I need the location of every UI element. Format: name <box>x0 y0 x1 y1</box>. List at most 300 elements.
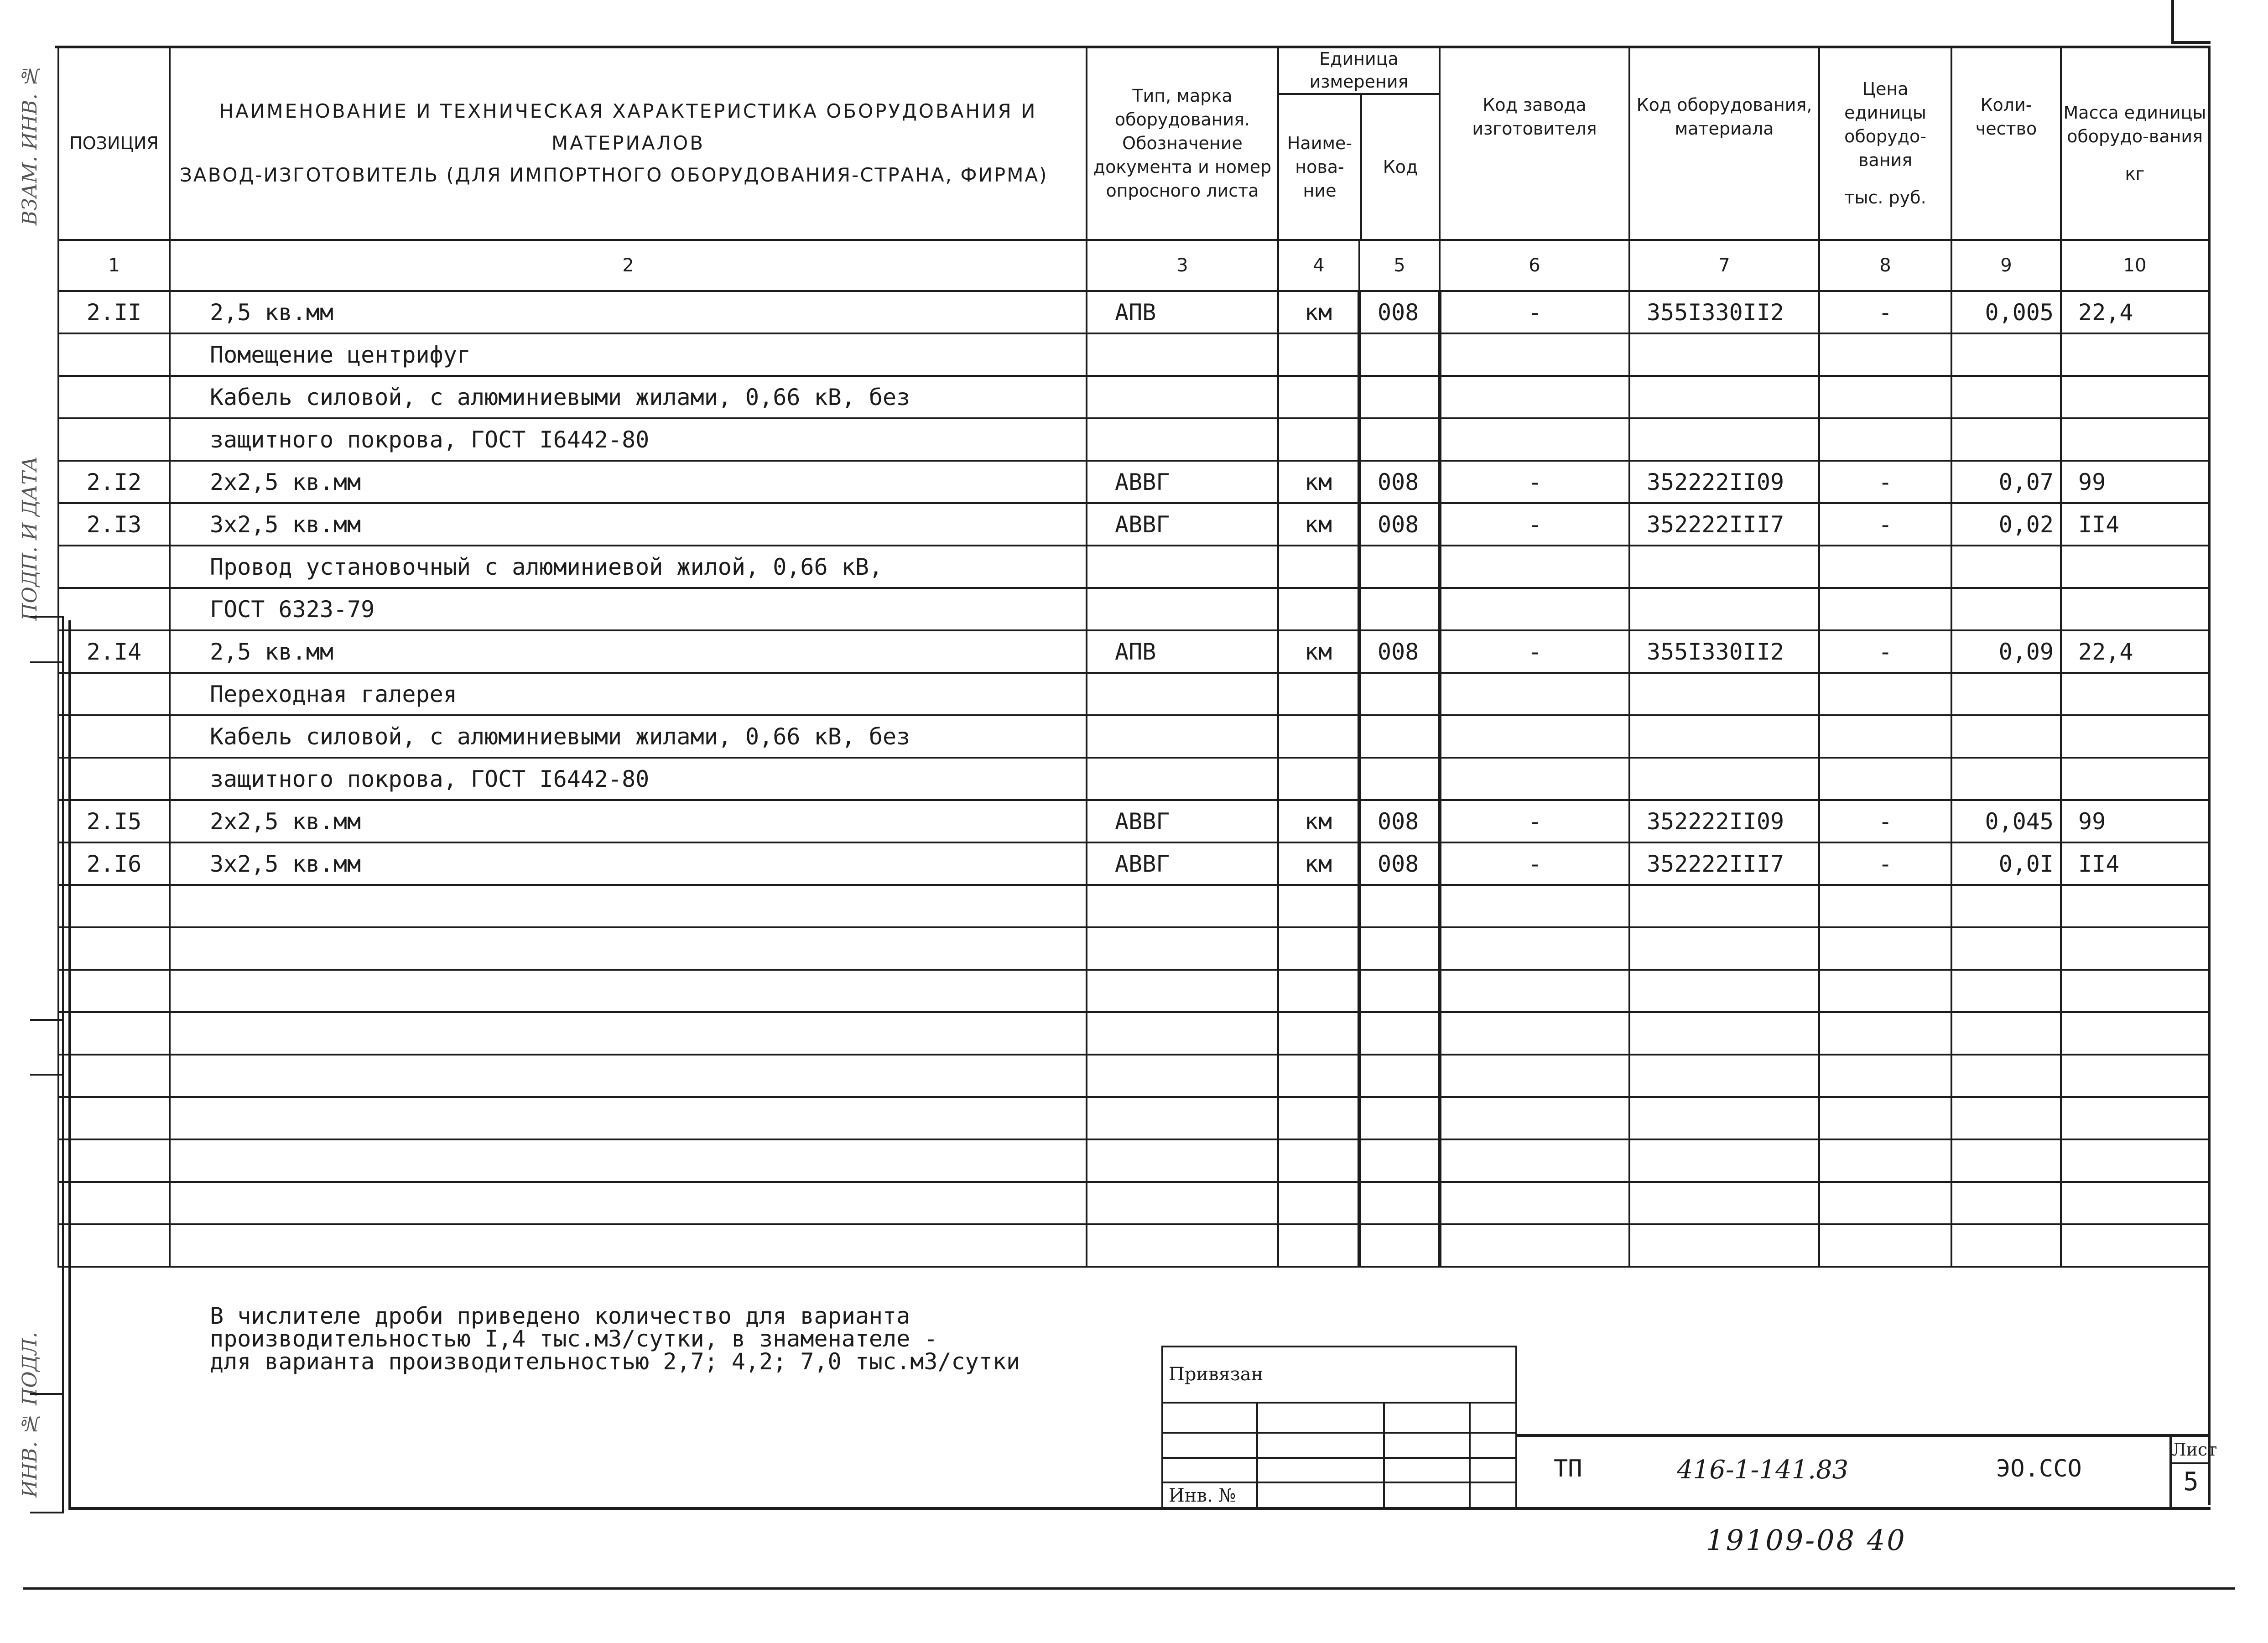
cell-name: 2,5 кв.мм <box>170 630 1087 673</box>
cell-price: - <box>1819 291 1951 333</box>
empty-cell <box>2061 885 2209 927</box>
cell-code <box>1359 418 1440 461</box>
cell-type: АВВГ <box>1087 461 1278 503</box>
cell-pos <box>58 333 170 376</box>
empty-cell <box>1819 927 1951 970</box>
cell-item-code: 352222II09 <box>1629 461 1819 503</box>
empty-cell <box>1951 1055 2061 1097</box>
empty-cell <box>1359 1224 1440 1267</box>
cell-qty: 0,07 <box>1951 461 2061 503</box>
empty-cell <box>1440 1055 1629 1097</box>
empty-cell <box>170 1055 1087 1097</box>
cell-mass <box>2061 673 2209 715</box>
column-number: 3 <box>1087 240 1278 291</box>
cell-price <box>1819 333 1951 376</box>
empty-cell <box>1087 1139 1278 1182</box>
empty-cell <box>1087 1097 1278 1139</box>
cell-code <box>1359 333 1440 376</box>
empty-cell <box>58 1097 170 1139</box>
cell-qty: 0,02 <box>1951 503 2061 546</box>
header-price-unit: тыс. руб. <box>1844 187 1926 208</box>
empty-cell <box>1087 1012 1278 1055</box>
footnote-line3: для варианта производительностью 2,7; 4,2; 7,0 тыс.м3/сутки <box>210 1348 1020 1375</box>
cell-mfr <box>1440 673 1629 715</box>
cell-item-code: 355I330II2 <box>1629 291 1819 333</box>
cell-mass: II4 <box>2061 842 2209 885</box>
empty-cell <box>2061 970 2209 1012</box>
sheet-box <box>2169 1437 2217 1510</box>
cell-mass: 99 <box>2061 800 2209 842</box>
empty-row <box>58 1055 2209 1097</box>
cell-qty: 0,045 <box>1951 800 2061 842</box>
table-row <box>58 800 2209 842</box>
header-price <box>1819 47 1951 240</box>
header-unit-name: Наиме-нова-ние <box>1279 95 1362 239</box>
cell-mass <box>2061 546 2209 588</box>
empty-cell <box>1819 1139 1951 1182</box>
cell-qty <box>1951 376 2061 418</box>
cell-price <box>1819 715 1951 758</box>
margin-text: ПОДП. И ДАТА <box>18 456 42 621</box>
cell-type: АПВ <box>1087 291 1278 333</box>
cell-name: 3x2,5 кв.мм <box>170 842 1087 885</box>
table-row <box>58 546 2209 588</box>
cell-mfr <box>1440 715 1629 758</box>
empty-row <box>58 1012 2209 1055</box>
cell-code: 008 <box>1359 842 1440 885</box>
cell-type: АВВГ <box>1087 842 1278 885</box>
cell-name: 2x2,5 кв.мм <box>170 461 1087 503</box>
cell-qty <box>1951 333 2061 376</box>
table-row <box>58 588 2209 630</box>
empty-cell <box>2061 1224 2209 1267</box>
cell-qty <box>1951 588 2061 630</box>
empty-cell <box>170 970 1087 1012</box>
empty-row <box>58 927 2209 970</box>
cell-qty: 0,005 <box>1951 291 2061 333</box>
cell-pos: 2.I2 <box>58 461 170 503</box>
empty-cell <box>1819 1055 1951 1097</box>
cell-name: Помещение центрифуг <box>170 333 1087 376</box>
cell-price: - <box>1819 842 1951 885</box>
cell-code <box>1359 588 1440 630</box>
empty-cell <box>170 1012 1087 1055</box>
cell-price: - <box>1819 503 1951 546</box>
cell-pos <box>58 376 170 418</box>
cell-mfr: - <box>1440 630 1629 673</box>
cell-type <box>1087 333 1278 376</box>
cell-mass <box>2061 758 2209 800</box>
cell-unit <box>1278 715 1359 758</box>
empty-cell <box>1359 1097 1440 1139</box>
empty-cell <box>1629 927 1819 970</box>
empty-cell <box>1819 970 1951 1012</box>
bottom-rule <box>23 1587 2235 1590</box>
empty-cell <box>1087 1182 1278 1224</box>
cell-code <box>1359 376 1440 418</box>
empty-cell <box>1440 927 1629 970</box>
cell-code <box>1359 758 1440 800</box>
cell-mfr: - <box>1440 503 1629 546</box>
cell-price <box>1819 418 1951 461</box>
table-header <box>58 47 2209 240</box>
header-mfr-code: Код завода изготовителя <box>1440 47 1629 240</box>
cell-price: - <box>1819 800 1951 842</box>
header-mass <box>2061 47 2209 240</box>
empty-cell <box>1951 970 2061 1012</box>
cell-price <box>1819 673 1951 715</box>
empty-cell <box>170 1139 1087 1182</box>
empty-cell <box>2061 1182 2209 1224</box>
header-type: Тип, марка оборудования. Обозначение документа и номер опросного листа <box>1087 47 1278 240</box>
stamp-bound-label: Привязан <box>1162 1347 1516 1403</box>
column-number: 8 <box>1819 240 1951 291</box>
cell-mfr: - <box>1440 291 1629 333</box>
empty-cell <box>1819 1182 1951 1224</box>
empty-cell <box>58 1055 170 1097</box>
cell-qty <box>1951 715 2061 758</box>
cell-unit: км <box>1278 503 1359 546</box>
cell-type <box>1087 758 1278 800</box>
empty-row <box>58 1097 2209 1139</box>
cell-mass <box>2061 418 2209 461</box>
sheet-number: 5 <box>2183 1467 2199 1497</box>
margin-text: ВЗАМ. ИНВ. № <box>18 64 42 226</box>
column-number: 5 <box>1359 240 1440 291</box>
empty-cell <box>1359 1012 1440 1055</box>
empty-cell <box>1819 1012 1951 1055</box>
empty-cell <box>58 1224 170 1267</box>
sheet-label: Лист <box>2172 1437 2210 1464</box>
header-name-line2: МАТЕРИАЛОВ <box>551 132 705 154</box>
empty-cell <box>170 1097 1087 1139</box>
empty-cell <box>58 885 170 927</box>
empty-row <box>58 1182 2209 1224</box>
cell-price: - <box>1819 461 1951 503</box>
empty-cell <box>1629 1182 1819 1224</box>
cell-item-code <box>1629 546 1819 588</box>
table-row <box>58 503 2209 546</box>
cell-name: Переходная галерея <box>170 673 1087 715</box>
column-number: 2 <box>170 240 1087 291</box>
cell-unit <box>1278 546 1359 588</box>
cell-type <box>1087 376 1278 418</box>
header-unit-caption: Единица измерения <box>1279 47 1439 95</box>
empty-cell <box>58 970 170 1012</box>
cell-name: 2,5 кв.мм <box>170 291 1087 333</box>
cell-pos <box>58 673 170 715</box>
empty-cell <box>1087 1055 1278 1097</box>
header-name-line3: ЗАВОД-ИЗГОТОВИТЕЛЬ (ДЛЯ ИМПОРТНОГО ОБОРУДОВАНИЯ-СТРАНА, ФИРМА) <box>180 164 1048 186</box>
empty-cell <box>170 927 1087 970</box>
cell-pos <box>58 546 170 588</box>
corner-mark <box>2171 0 2211 44</box>
table-row <box>58 376 2209 418</box>
empty-cell <box>1951 1012 2061 1055</box>
empty-cell <box>1819 885 1951 927</box>
empty-row <box>58 1224 2209 1267</box>
empty-cell <box>1278 1097 1359 1139</box>
cell-pos <box>58 758 170 800</box>
cell-mass <box>2061 715 2209 758</box>
header-unit-group <box>1278 47 1440 240</box>
empty-cell <box>170 1224 1087 1267</box>
cell-unit <box>1278 333 1359 376</box>
cell-code <box>1359 546 1440 588</box>
empty-cell <box>170 1182 1087 1224</box>
empty-cell <box>2061 1012 2209 1055</box>
empty-cell <box>2061 927 2209 970</box>
cell-mfr: - <box>1440 461 1629 503</box>
cell-unit: км <box>1278 842 1359 885</box>
cell-mfr: - <box>1440 842 1629 885</box>
cell-type: АПВ <box>1087 630 1278 673</box>
header-price-label: Цена единицы оборудо-вания <box>1844 79 1926 170</box>
cell-price <box>1819 588 1951 630</box>
cell-pos: 2.II <box>58 291 170 333</box>
cell-mfr <box>1440 758 1629 800</box>
empty-cell <box>1278 885 1359 927</box>
empty-cell <box>1278 1012 1359 1055</box>
document-code: ЭО.ССО <box>1996 1455 2082 1482</box>
specification-table <box>57 46 2210 1268</box>
column-number: 4 <box>1278 240 1359 291</box>
empty-cell <box>1440 1139 1629 1182</box>
cell-unit <box>1278 376 1359 418</box>
margin-text: ИНВ. № ПОДЛ. <box>18 1332 42 1497</box>
table-row <box>58 842 2209 885</box>
column-number: 1 <box>58 240 170 291</box>
column-number: 10 <box>2061 240 2209 291</box>
cell-type: АВВГ <box>1087 503 1278 546</box>
table-row <box>58 418 2209 461</box>
cell-price: - <box>1819 630 1951 673</box>
empty-cell <box>1087 927 1278 970</box>
cell-price <box>1819 758 1951 800</box>
cell-item-code <box>1629 333 1819 376</box>
cell-item-code <box>1629 418 1819 461</box>
empty-cell <box>1951 885 2061 927</box>
footnote <box>210 1305 1020 1373</box>
cell-unit <box>1278 418 1359 461</box>
empty-cell <box>1629 970 1819 1012</box>
empty-cell <box>1278 1055 1359 1097</box>
cell-type <box>1087 715 1278 758</box>
cell-unit: км <box>1278 800 1359 842</box>
cell-code: 008 <box>1359 461 1440 503</box>
empty-cell <box>1629 1012 1819 1055</box>
cell-pos: 2.I5 <box>58 800 170 842</box>
header-quantity: Коли-чество <box>1951 47 2061 240</box>
cell-mfr: - <box>1440 800 1629 842</box>
table-row <box>58 461 2209 503</box>
empty-cell <box>1359 1139 1440 1182</box>
cell-mfr <box>1440 376 1629 418</box>
cell-type <box>1087 418 1278 461</box>
table-body <box>58 291 2209 1267</box>
cell-type <box>1087 546 1278 588</box>
cell-mfr <box>1440 588 1629 630</box>
cell-unit: км <box>1278 630 1359 673</box>
cell-type <box>1087 673 1278 715</box>
empty-cell <box>1951 1224 2061 1267</box>
header-unit-code: Код <box>1383 157 1418 177</box>
header-name-line1: НАИМЕНОВАНИЕ И ТЕХНИЧЕСКАЯ ХАРАКТЕРИСТИКА ОБОРУДОВАНИЯ И <box>219 100 1037 122</box>
header-mass-unit: кг <box>2125 164 2145 184</box>
cell-pos <box>58 418 170 461</box>
table-row <box>58 673 2209 715</box>
empty-cell <box>1440 1182 1629 1224</box>
cell-pos: 2.I3 <box>58 503 170 546</box>
cell-code <box>1359 673 1440 715</box>
empty-cell <box>1629 885 1819 927</box>
cell-qty: 0,0I <box>1951 842 2061 885</box>
empty-cell <box>1629 1224 1819 1267</box>
empty-cell <box>1629 1097 1819 1139</box>
cell-qty <box>1951 758 2061 800</box>
empty-cell <box>1359 927 1440 970</box>
cell-item-code: 352222II09 <box>1629 800 1819 842</box>
cell-mfr <box>1440 333 1629 376</box>
cell-item-code <box>1629 758 1819 800</box>
cell-item-code: 352222III7 <box>1629 842 1819 885</box>
empty-cell <box>1087 970 1278 1012</box>
cell-mass <box>2061 333 2209 376</box>
empty-cell <box>2061 1097 2209 1139</box>
cell-unit <box>1278 758 1359 800</box>
empty-cell <box>58 1139 170 1182</box>
footnote-line1: В числителе дроби приведено количество для варианта <box>210 1303 910 1329</box>
table-row <box>58 333 2209 376</box>
header-name <box>170 47 1087 240</box>
empty-cell <box>1359 885 1440 927</box>
project-number: 416-1-141.83 <box>1677 1455 1849 1485</box>
footnote-line2: производительностью I,4 тыс.м3/сутки, в знаменателе - <box>210 1326 938 1352</box>
cell-pos <box>58 715 170 758</box>
binding-stamp <box>1161 1346 1517 1510</box>
empty-cell <box>1440 885 1629 927</box>
cell-name: защитного покрова, ГОСТ I6442-80 <box>170 418 1087 461</box>
cell-item-code <box>1629 376 1819 418</box>
cell-item-code <box>1629 673 1819 715</box>
empty-cell <box>1629 1139 1819 1182</box>
cell-pos: 2.I6 <box>58 842 170 885</box>
empty-cell <box>1278 970 1359 1012</box>
cell-type: АВВГ <box>1087 800 1278 842</box>
empty-cell <box>1440 1012 1629 1055</box>
cell-pos <box>58 588 170 630</box>
cell-mfr <box>1440 546 1629 588</box>
table-row <box>58 758 2209 800</box>
empty-cell <box>2061 1139 2209 1182</box>
empty-cell <box>1629 1055 1819 1097</box>
cell-qty: 0,09 <box>1951 630 2061 673</box>
cell-code: 008 <box>1359 800 1440 842</box>
cell-mass: 99 <box>2061 461 2209 503</box>
empty-cell <box>170 885 1087 927</box>
empty-cell <box>1819 1097 1951 1139</box>
cell-code: 008 <box>1359 291 1440 333</box>
cell-unit: км <box>1278 461 1359 503</box>
cell-pos: 2.I4 <box>58 630 170 673</box>
empty-cell <box>58 1012 170 1055</box>
cell-qty <box>1951 546 2061 588</box>
empty-cell <box>1440 1224 1629 1267</box>
empty-cell <box>1359 1055 1440 1097</box>
cell-mass: 22,4 <box>2061 291 2209 333</box>
cell-name: Провод установочный с алюминиевой жилой, 0,66 кВ, <box>170 546 1087 588</box>
table-row <box>58 291 2209 333</box>
archive-number: 19109-08 40 <box>1706 1523 1907 1557</box>
empty-cell <box>1440 970 1629 1012</box>
title-block <box>1517 1434 2217 1510</box>
empty-cell <box>58 927 170 970</box>
cell-qty <box>1951 673 2061 715</box>
cell-item-code <box>1629 588 1819 630</box>
empty-cell <box>1278 1182 1359 1224</box>
header-mass-label: Масса единицы оборудо-вания <box>2063 103 2206 146</box>
empty-cell <box>1440 1097 1629 1139</box>
cell-name: защитного покрова, ГОСТ I6442-80 <box>170 758 1087 800</box>
cell-code: 008 <box>1359 630 1440 673</box>
header-item-code: Код оборудования, материала <box>1629 47 1819 240</box>
empty-cell <box>1278 1224 1359 1267</box>
cell-name: Кабель силовой, с алюминиевыми жилами, 0,66 кВ, без <box>170 715 1087 758</box>
cell-unit <box>1278 673 1359 715</box>
column-number-row <box>58 240 2209 291</box>
cell-mfr <box>1440 418 1629 461</box>
cell-item-code <box>1629 715 1819 758</box>
cell-name: 3x2,5 кв.мм <box>170 503 1087 546</box>
empty-cell <box>1278 1139 1359 1182</box>
header-position: ПОЗИЦИЯ <box>58 47 170 240</box>
cell-price <box>1819 376 1951 418</box>
cell-mass <box>2061 588 2209 630</box>
cell-name: 2x2,5 кв.мм <box>170 800 1087 842</box>
cell-name: ГОСТ 6323-79 <box>170 588 1087 630</box>
empty-cell <box>1951 927 2061 970</box>
cell-item-code: 352222III7 <box>1629 503 1819 546</box>
cell-type <box>1087 588 1278 630</box>
empty-row <box>58 970 2209 1012</box>
cell-name: Кабель силовой, с алюминиевыми жилами, 0,66 кВ, без <box>170 376 1087 418</box>
empty-cell <box>1278 927 1359 970</box>
empty-cell <box>1951 1182 2061 1224</box>
empty-cell <box>2061 1055 2209 1097</box>
empty-row <box>58 885 2209 927</box>
cell-code <box>1359 715 1440 758</box>
column-number: 9 <box>1951 240 2061 291</box>
empty-cell <box>1819 1224 1951 1267</box>
cell-mass <box>2061 376 2209 418</box>
empty-cell <box>1359 1182 1440 1224</box>
cell-mass: II4 <box>2061 503 2209 546</box>
column-number: 6 <box>1440 240 1629 291</box>
table-row <box>58 715 2209 758</box>
title-tp: ТП <box>1554 1455 1582 1482</box>
empty-cell <box>1087 885 1278 927</box>
empty-cell <box>1359 970 1440 1012</box>
cell-unit: км <box>1278 291 1359 333</box>
table-row <box>58 630 2209 673</box>
empty-row <box>58 1139 2209 1182</box>
cell-code: 008 <box>1359 503 1440 546</box>
empty-cell <box>1951 1139 2061 1182</box>
cell-mass: 22,4 <box>2061 630 2209 673</box>
stamp-inv-label: Инв. № <box>1162 1482 1257 1509</box>
empty-cell <box>1951 1097 2061 1139</box>
empty-cell <box>58 1182 170 1224</box>
